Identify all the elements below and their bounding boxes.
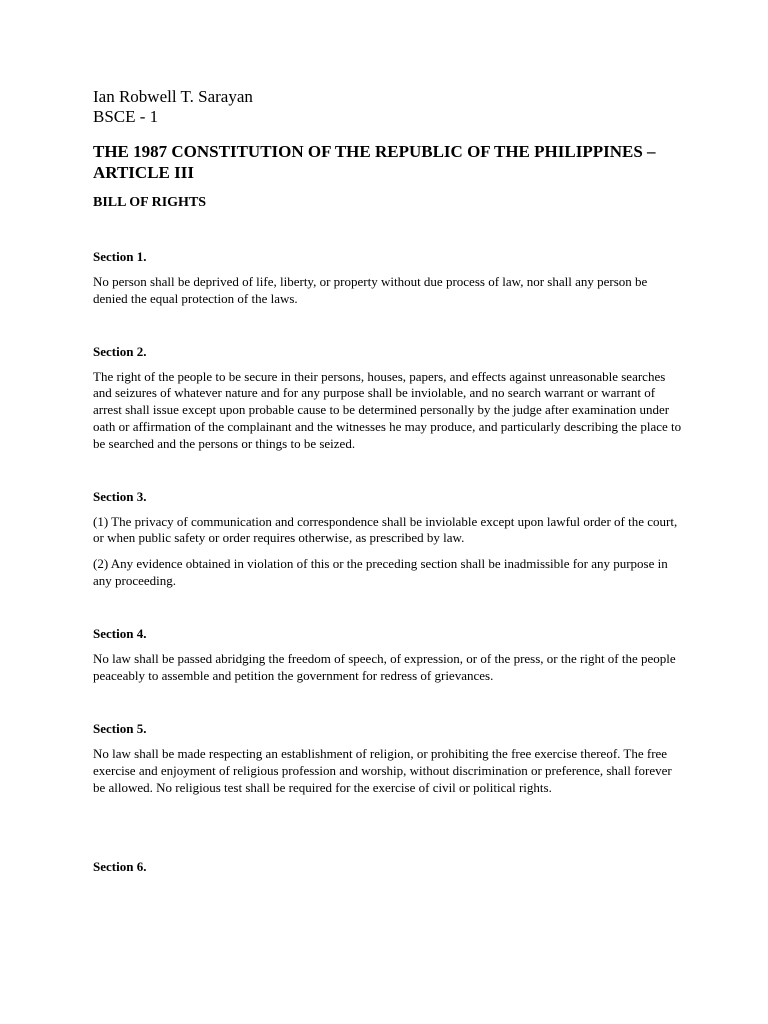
section-5 xyxy=(93,721,683,796)
section-6 xyxy=(93,859,683,875)
section-heading: Section 4. xyxy=(93,625,147,641)
document-page xyxy=(93,87,683,875)
section-paragraph: The right of the people to be secure in their persons, houses, papers, and effects against unreasonable searches and seizures of whatever nature and for any purpose shall be inviolable, and no search warrant or warrant of arrest shall issue except upon probable cause to be determined personally by the judge after examination under oath or affirmation of the complainant and the witnesses he may produce, and particularly describing the place to be searched and the persons or things to be seized. xyxy=(93,368,682,451)
section-1 xyxy=(93,249,683,308)
author-name: Ian Robwell T. Sarayan xyxy=(93,87,253,106)
section-2 xyxy=(93,344,683,453)
document-title: THE 1987 CONSTITUTION OF THE REPUBLIC OF THE PHILIPPINES – ARTICLE III xyxy=(93,142,656,182)
section-heading: Section 5. xyxy=(93,721,147,737)
section-paragraph: No law shall be passed abridging the freedom of speech, of expression, or of the press, or the right of the people peaceably to assemble and petition the government for redress of grievances. xyxy=(93,650,676,683)
section-3 xyxy=(93,489,683,590)
section-4 xyxy=(93,626,683,685)
section-paragraph: (2) Any evidence obtained in violation of this or the preceding section shall be inadmissible for any purpose in any proceeding. xyxy=(93,556,668,588)
section-paragraph: No person shall be deprived of life, liberty, or property without due process of law, nor shall any person be denied the equal protection of the laws. xyxy=(93,274,648,306)
author-course: BSCE - 1 xyxy=(93,107,159,126)
section-heading: Section 3. xyxy=(93,488,147,504)
section-heading: Section 6. xyxy=(93,858,147,874)
section-heading: Section 1. xyxy=(93,249,147,264)
section-paragraph: (1) The privacy of communication and correspondence shall be inviolable except upon lawful order of the court, or when public safety or order requires otherwise, as prescribed by law. xyxy=(93,513,678,546)
document-subtitle: BILL OF RIGHTS xyxy=(93,195,207,210)
section-heading: Section 2. xyxy=(93,343,147,359)
section-paragraph: No law shall be made respecting an establishment of religion, or prohibiting the free exercise thereof. The free exercise and enjoyment of religious profession and worship, without discrimination or preference, shall forever be allowed. No religious test shall be required for the exercise of civil or political rights. xyxy=(93,746,672,795)
